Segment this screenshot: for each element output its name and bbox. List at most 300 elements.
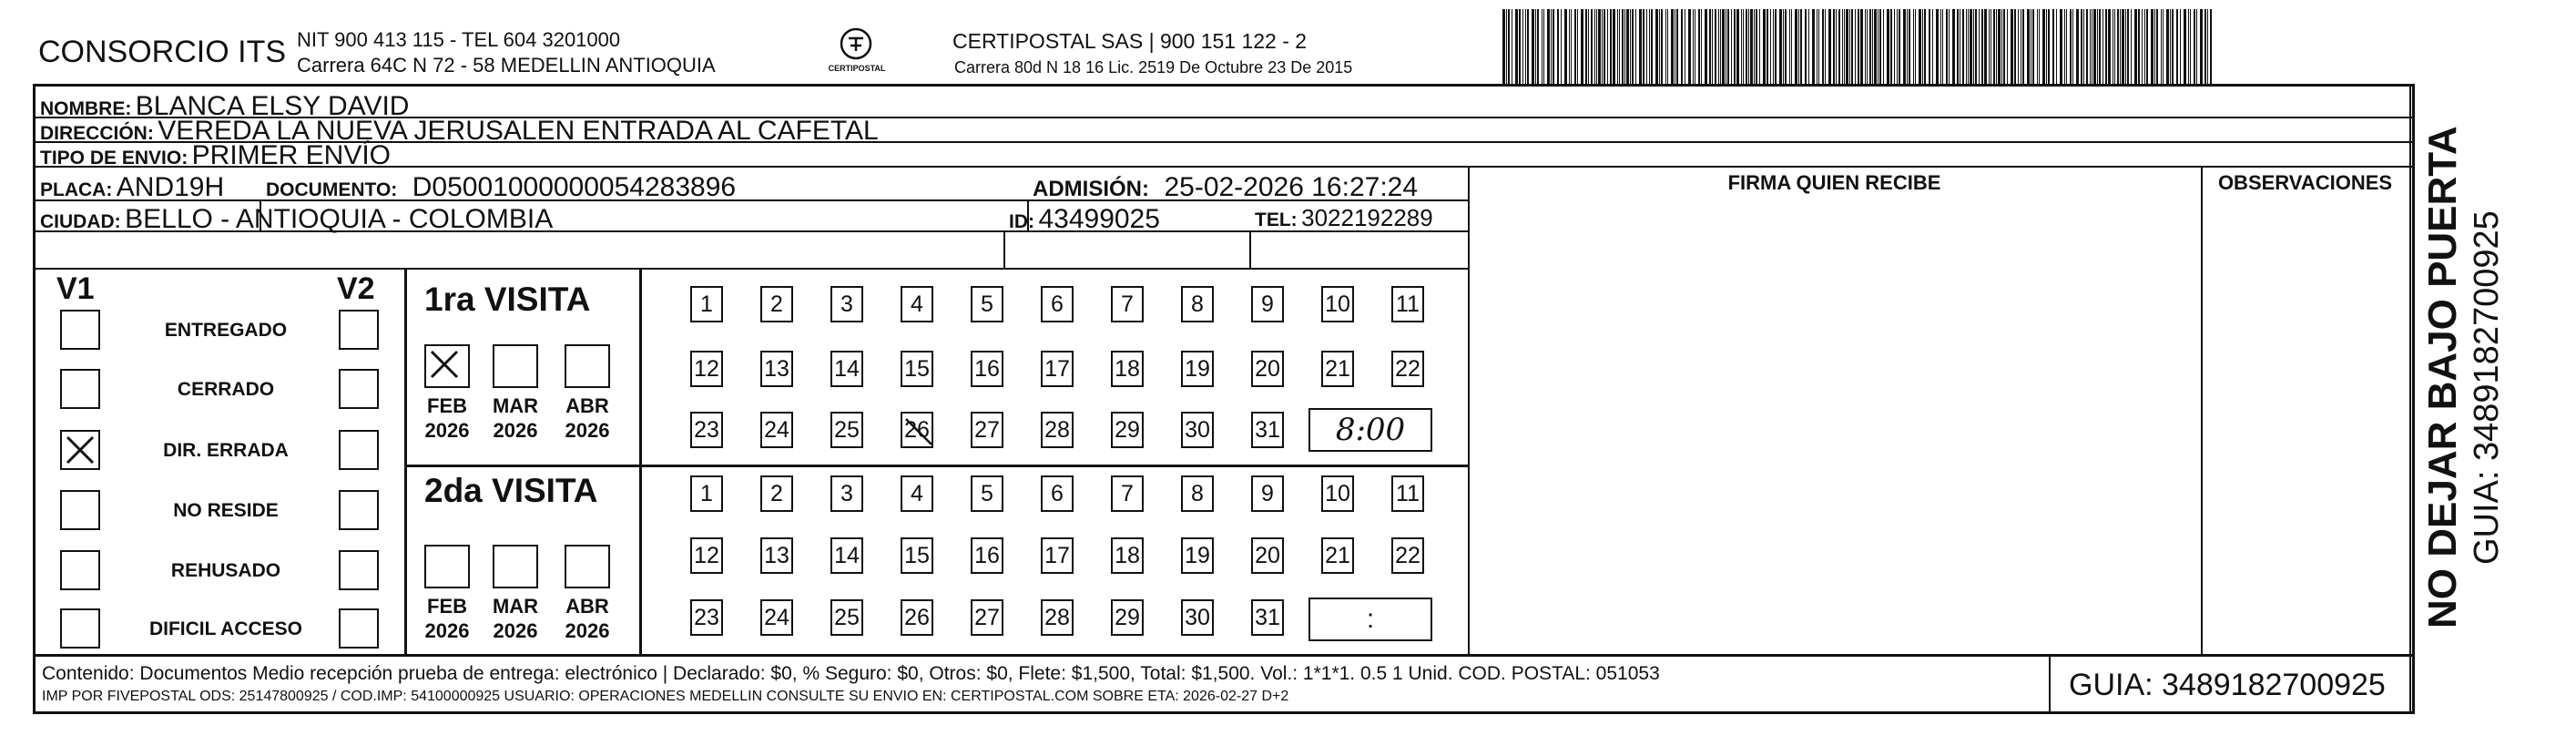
admission-label: ADMISIÓN: (1033, 177, 1149, 201)
visit2-title: 2da VISITA (424, 472, 598, 509)
barcode-bar (2056, 9, 2057, 86)
v1-header: V1 (56, 271, 95, 306)
day-box[interactable]: 10 (1321, 286, 1354, 322)
day-box[interactable]: 20 (1251, 351, 1284, 387)
day-box[interactable]: 11 (1391, 475, 1424, 512)
month-label: ABR (565, 595, 609, 618)
barcode-bar (1855, 9, 1856, 86)
barcode-bar (1718, 9, 1719, 86)
day-box[interactable]: 23 (690, 412, 723, 448)
month-year: 2026 (493, 419, 538, 442)
signature-header: FIRMA QUIEN RECIBE (1727, 171, 1941, 194)
barcode-bar (1940, 9, 1941, 86)
v1-checkbox[interactable] (60, 550, 100, 590)
day-box[interactable]: 2 (760, 286, 793, 322)
barcode-bar (1872, 9, 1873, 86)
month-checkbox[interactable] (565, 344, 610, 388)
barcode-bar (1651, 9, 1653, 86)
plate-value: AND19H (116, 172, 225, 202)
barcode-bar (1643, 9, 1644, 86)
barcode-bar (1867, 9, 1868, 86)
month-checkbox[interactable] (424, 545, 470, 588)
barcode-bar (1705, 9, 1707, 86)
barcode-bar (1720, 9, 1721, 86)
barcode-bar (1828, 9, 1831, 86)
type-row (40, 140, 391, 171)
barcode-bar (1594, 9, 1595, 86)
tel-label: TEL: (1255, 209, 1298, 230)
day-box[interactable]: 18 (1111, 537, 1144, 574)
barcode-bar (2166, 9, 2169, 86)
v2-header: V2 (337, 271, 375, 306)
footer-content: Contenido: Documentos Medio recepción prueba de entrega: electrónico | Declarado: $0, % Seguro: $0, Otros: $0, Flete: $1,500, Total: $1,500. Vol.: 1*1*1. 0.5 1 Unid. COD. POSTAL: 051053 (42, 663, 1660, 684)
barcode-bar (2076, 9, 2079, 86)
month-checkbox[interactable] (493, 344, 538, 388)
day-box[interactable]: 5 (971, 475, 1003, 512)
side-warning: NO DEJAR BAJO PUERTA (2420, 126, 2465, 628)
barcode-bar (1701, 9, 1702, 86)
day-box[interactable]: 19 (1181, 537, 1214, 574)
barcode-bar (1842, 9, 1843, 86)
barcode-bar (1897, 9, 1898, 86)
day-mark-icon (902, 414, 935, 450)
day-box[interactable]: 30 (1181, 412, 1214, 448)
barcode-bar (2048, 9, 2050, 86)
side-guia: GUIA: 3489182700925 (2468, 210, 2506, 565)
barcode-bar (1561, 9, 1562, 86)
id-value: 43499025 (1038, 204, 1160, 234)
month-year: 2026 (493, 619, 538, 642)
month-checkbox[interactable] (424, 344, 470, 388)
month-label: FEB (427, 595, 467, 618)
barcode-bar (1581, 9, 1583, 86)
barcode-bar (1890, 9, 1892, 86)
barcode-bar (2151, 9, 2153, 86)
v2-checkbox[interactable] (339, 550, 379, 590)
barcode-bar (1789, 9, 1790, 86)
barcode-bar (1551, 9, 1552, 86)
day-box[interactable]: 23 (690, 599, 723, 636)
tel-row (1255, 204, 1433, 232)
observations-area[interactable] (2203, 200, 2408, 652)
barcode-bar (1571, 9, 1572, 86)
barcode-bar (2196, 9, 2197, 86)
barcode-bar (1783, 9, 1784, 86)
barcode-bar (2070, 9, 2072, 86)
barcode-bar (2176, 9, 2178, 86)
visit1-title: 1ra VISITA (424, 281, 591, 318)
barcode-bar (1984, 9, 1987, 86)
barcode-bar (1981, 9, 1983, 86)
day-box[interactable]: 17 (1041, 351, 1074, 387)
day-box[interactable]: 21 (1321, 351, 1354, 387)
barcode-bar (1659, 9, 1660, 86)
barcode-bar (1734, 9, 1736, 86)
barcode-bar (1617, 9, 1618, 86)
day-box[interactable]: 16 (971, 537, 1003, 574)
barcode-bar (1639, 9, 1642, 86)
plate-label: PLACA: (40, 179, 113, 200)
day-box[interactable]: 21 (1321, 537, 1354, 574)
barcode-bar (1846, 9, 1848, 86)
barcode-bar (1919, 9, 1921, 86)
barcode-bar (2032, 9, 2034, 86)
barcode-bar (1613, 9, 1615, 86)
barcode-bar (1993, 9, 1995, 86)
day-box[interactable] (901, 412, 933, 448)
barcode-bar (1996, 9, 1997, 86)
barcode-bar (2172, 9, 2174, 86)
barcode-bar (1506, 9, 1507, 86)
month-label: ABR (565, 394, 609, 417)
day-box[interactable]: 12 (690, 351, 723, 387)
v2-checkbox[interactable] (339, 430, 379, 470)
admission-row (1033, 172, 1418, 203)
barcode-bar (2114, 9, 2115, 86)
day-box[interactable]: 28 (1041, 412, 1074, 448)
day-box[interactable]: 13 (760, 537, 793, 574)
barcode-bar (1759, 9, 1760, 86)
barcode-bar (2156, 9, 2158, 86)
barcode-bar (1743, 9, 1744, 86)
barcode-bar (1564, 9, 1567, 86)
company-name: CONSORCIO ITS (38, 35, 287, 69)
barcode-bar (1970, 9, 1972, 86)
barcode-bar (2003, 9, 2005, 86)
v1-checkbox[interactable] (60, 490, 100, 530)
barcode-bar (1537, 9, 1539, 86)
barcode-bar (1822, 9, 1824, 86)
barcode-bar (2207, 9, 2208, 86)
month-year: 2026 (565, 419, 610, 442)
barcode-bar (1598, 9, 1601, 86)
v1-checkbox[interactable] (60, 369, 100, 409)
barcode-bar (1909, 9, 1910, 86)
barcode-bar (2052, 9, 2054, 86)
barcode-bar (1649, 9, 1650, 86)
barcode-bar (2161, 9, 2162, 86)
barcode-bar (1630, 9, 1631, 86)
day-box[interactable]: 10 (1321, 475, 1354, 512)
barcode-bar (2210, 9, 2212, 86)
barcode-bar (1949, 9, 1950, 86)
day-box[interactable]: 12 (690, 537, 723, 574)
status-option-label: NO RESIDE (173, 500, 279, 521)
day-box[interactable]: 22 (1391, 537, 1424, 574)
day-box[interactable]: 15 (901, 351, 933, 387)
barcode-bar (1661, 9, 1663, 86)
barcode-bar (2154, 9, 2155, 86)
barcode-bar (2081, 9, 2082, 86)
courier-name: CERTIPOSTAL SAS | 900 151 122 - 2 (952, 29, 1308, 53)
barcode-bar (1913, 9, 1914, 86)
barcode-bar (1532, 9, 1534, 86)
admission-value: 25-02-2026 16:27:24 (1164, 172, 1419, 202)
plate-row (40, 172, 224, 203)
barcode-bar (1519, 9, 1521, 86)
barcode-bar (2001, 9, 2002, 86)
barcode-bar (1922, 9, 1923, 86)
status-option-label: REHUSADO (170, 560, 281, 581)
company-address: Carrera 64C N 72 - 58 MEDELLIN ANTIOQUIA (297, 54, 716, 77)
day-box[interactable]: 29 (1111, 599, 1144, 636)
barcode-bar (1646, 9, 1647, 86)
barcode-bar (1968, 9, 1969, 86)
barcode-bar (2134, 9, 2137, 86)
barcode-bar (2194, 9, 2195, 86)
barcode-bar (2027, 9, 2030, 86)
barcode-bar (1698, 9, 1700, 86)
v1-checkbox[interactable] (60, 310, 100, 350)
day-box[interactable]: 7 (1111, 475, 1144, 512)
barcode-bar (1805, 9, 1807, 86)
v2-checkbox[interactable] (339, 608, 379, 649)
day-box[interactable]: 26 (901, 599, 933, 636)
name-label: NOMBRE: (40, 98, 132, 119)
barcode-bar (1527, 9, 1529, 86)
barcode-bar (1525, 9, 1526, 86)
barcode-bar (1844, 9, 1845, 86)
barcode-bar (1946, 9, 1948, 86)
barcode-bar (1932, 9, 1933, 86)
day-box[interactable]: 9 (1251, 475, 1284, 512)
visit1-time-box[interactable] (1308, 408, 1432, 452)
id-label: ID: (1009, 211, 1034, 232)
day-box[interactable]: 29 (1111, 412, 1144, 448)
day-box[interactable]: 3 (830, 286, 863, 322)
observations-header: OBSERVACIONES (2217, 171, 2393, 194)
v1-checkbox[interactable] (60, 608, 100, 649)
footer-print-info: IMP POR FIVEPOSTAL ODS: 25147800925 / COD.IMP: 54100000925 USUARIO: OPERACIONES MEDELLIN CONSULTE SU ENVIO EN: CERTIPOSTAL.COM SOBRE ETA: 2026-02-27 D+2 (42, 689, 1289, 704)
day-box[interactable]: 19 (1181, 351, 1214, 387)
document-row (266, 172, 736, 203)
barcode (1502, 9, 2231, 86)
barcode-bar (2042, 9, 2045, 86)
barcode-bar (1942, 9, 1943, 86)
barcode-bar (2105, 9, 2107, 86)
barcode-bar (2060, 9, 2062, 86)
address-label: DIRECCIÓN: (40, 123, 154, 144)
barcode-bar (1851, 9, 1853, 86)
v2-checkbox[interactable] (339, 490, 379, 530)
barcode-bar (2127, 9, 2129, 86)
month-year: 2026 (565, 619, 610, 642)
barcode-bar (1619, 9, 1620, 86)
barcode-bar (2064, 9, 2065, 86)
month-checkbox[interactable] (565, 545, 610, 588)
barcode-bar (1632, 9, 1634, 86)
barcode-bar (1785, 9, 1787, 86)
day-box[interactable]: 9 (1251, 286, 1284, 322)
barcode-bar (1800, 9, 1802, 86)
city-label: CIUDAD: (40, 211, 121, 232)
day-box[interactable]: 28 (1041, 599, 1074, 636)
barcode-bar (2144, 9, 2145, 86)
day-box[interactable]: 15 (901, 537, 933, 574)
day-box[interactable]: 14 (830, 351, 863, 387)
day-box[interactable]: 31 (1251, 599, 1284, 636)
barcode-bar (1748, 9, 1749, 86)
barcode-bar (1812, 9, 1815, 86)
barcode-bar (2138, 9, 2140, 86)
barcode-bar (1849, 9, 1850, 86)
day-box[interactable]: 13 (760, 351, 793, 387)
barcode-bar (2066, 9, 2067, 86)
day-box[interactable]: 24 (760, 599, 793, 636)
barcode-bar (1727, 9, 1729, 86)
day-box[interactable]: 25 (830, 599, 863, 636)
day-box[interactable]: 17 (1041, 537, 1074, 574)
barcode-bar (1626, 9, 1629, 86)
day-box[interactable]: 20 (1251, 537, 1284, 574)
barcode-bar (1869, 9, 1871, 86)
barcode-bar (2011, 9, 2013, 86)
day-box[interactable]: 27 (971, 412, 1003, 448)
barcode-bar (2163, 9, 2164, 86)
barcode-bar (1502, 9, 1505, 86)
barcode-bar (1775, 9, 1777, 86)
barcode-bar (1508, 9, 1510, 86)
barcode-bar (1979, 9, 1980, 86)
barcode-bar (1808, 9, 1809, 86)
barcode-bar (1894, 9, 1895, 86)
barcode-bar (1791, 9, 1792, 86)
day-box[interactable]: 6 (1041, 286, 1074, 322)
courier-address: Carrera 80d N 18 16 Lic. 2519 De Octubre 23 De 2015 (954, 58, 1353, 77)
signature-area[interactable] (1470, 200, 2200, 652)
day-box[interactable]: 27 (971, 599, 1003, 636)
v1-checkbox[interactable] (60, 430, 100, 470)
status-option-label: ENTREGADO (164, 320, 288, 341)
barcode-bar (1750, 9, 1753, 86)
barcode-bar (2090, 9, 2091, 86)
month-label: MAR (492, 595, 539, 618)
barcode-bar (1515, 9, 1518, 86)
barcode-bar (1731, 9, 1732, 86)
month-year: 2026 (424, 419, 470, 442)
barcode-bar (1522, 9, 1523, 86)
barcode-bar (1535, 9, 1536, 86)
barcode-bar (1624, 9, 1625, 86)
day-box[interactable]: 31 (1251, 412, 1284, 448)
city-value: BELLO - ANTIOQUIA - COLOMBIA (125, 204, 554, 234)
v2-checkbox[interactable] (339, 369, 379, 409)
barcode-bar (1763, 9, 1766, 86)
barcode-bar (1722, 9, 1725, 86)
barcode-bar (1602, 9, 1603, 86)
barcode-bar (1795, 9, 1797, 86)
day-box[interactable]: 1 (690, 286, 723, 322)
barcode-bar (1635, 9, 1636, 86)
barcode-bar (2037, 9, 2038, 86)
barcode-bar (1665, 9, 1666, 86)
barcode-bar (1924, 9, 1926, 86)
barcode-bar (2099, 9, 2101, 86)
id-row (1009, 204, 1160, 235)
month-label: MAR (492, 394, 539, 417)
month-label: FEB (427, 394, 467, 417)
day-box[interactable]: 22 (1391, 351, 1424, 387)
day-box[interactable]: 14 (830, 537, 863, 574)
day-box[interactable]: 6 (1041, 475, 1074, 512)
barcode-bar (1542, 9, 1543, 86)
barcode-bar (2170, 9, 2171, 86)
day-box[interactable]: 4 (901, 286, 933, 322)
day-box[interactable]: 8 (1181, 475, 1214, 512)
barcode-bar (2122, 9, 2124, 86)
barcode-bar (2120, 9, 2121, 86)
barcode-bar (1543, 9, 1544, 86)
barcode-bar (1883, 9, 1884, 86)
barcode-bar (1746, 9, 1747, 86)
barcode-bar (1767, 9, 1768, 86)
month-checkbox[interactable] (493, 545, 538, 588)
day-box[interactable]: 3 (830, 475, 863, 512)
barcode-bar (1585, 9, 1587, 86)
month-year: 2026 (424, 619, 470, 642)
barcode-bar (1798, 9, 1799, 86)
barcode-bar (2190, 9, 2191, 86)
type-label: TIPO DE ENVIO: (40, 148, 188, 169)
day-box[interactable]: 2 (760, 475, 793, 512)
barcode-bar (1712, 9, 1713, 86)
day-box[interactable]: 8 (1181, 286, 1214, 322)
barcode-bar (2018, 9, 2019, 86)
barcode-bar (1577, 9, 1578, 86)
barcode-bar (1936, 9, 1939, 86)
barcode-bar (2184, 9, 2186, 86)
day-box[interactable]: 5 (971, 286, 1003, 322)
day-box[interactable]: 30 (1181, 599, 1214, 636)
day-box[interactable]: 4 (901, 475, 933, 512)
day-box[interactable]: 7 (1111, 286, 1144, 322)
barcode-bar (2146, 9, 2148, 86)
barcode-bar (1693, 9, 1694, 86)
barcode-bar (1773, 9, 1774, 86)
barcode-bar (1907, 9, 1908, 86)
barcode-bar (1818, 9, 1819, 86)
visit2-time-box[interactable] (1308, 598, 1432, 641)
day-box[interactable]: 1 (690, 475, 723, 512)
barcode-bar (1676, 9, 1678, 86)
barcode-bar (2014, 9, 2016, 86)
logo-text: CERTIPOSTAL (828, 64, 886, 73)
day-box[interactable]: 11 (1391, 286, 1424, 322)
barcode-bar (1929, 9, 1930, 86)
barcode-bar (1865, 9, 1866, 86)
shipping-type: PRIMER ENVÍO (191, 140, 392, 170)
day-box[interactable]: 25 (830, 412, 863, 448)
barcode-bar (2200, 9, 2203, 86)
barcode-bar (2093, 9, 2096, 86)
barcode-bar (2142, 9, 2143, 86)
barcode-bar (2007, 9, 2008, 86)
v2-checkbox[interactable] (339, 310, 379, 350)
day-box[interactable]: 16 (971, 351, 1003, 387)
barcode-bar (1667, 9, 1668, 86)
barcode-bar (1879, 9, 1881, 86)
barcode-bar (1899, 9, 1900, 86)
barcode-bar (2117, 9, 2119, 86)
day-box[interactable]: 18 (1111, 351, 1144, 387)
barcode-bar (2022, 9, 2024, 86)
barcode-bar (1770, 9, 1771, 86)
day-box[interactable]: 24 (760, 412, 793, 448)
barcode-bar (1966, 9, 1967, 86)
barcode-bar (1607, 9, 1608, 86)
barcode-bar (1715, 9, 1716, 86)
barcode-bar (1553, 9, 1554, 86)
